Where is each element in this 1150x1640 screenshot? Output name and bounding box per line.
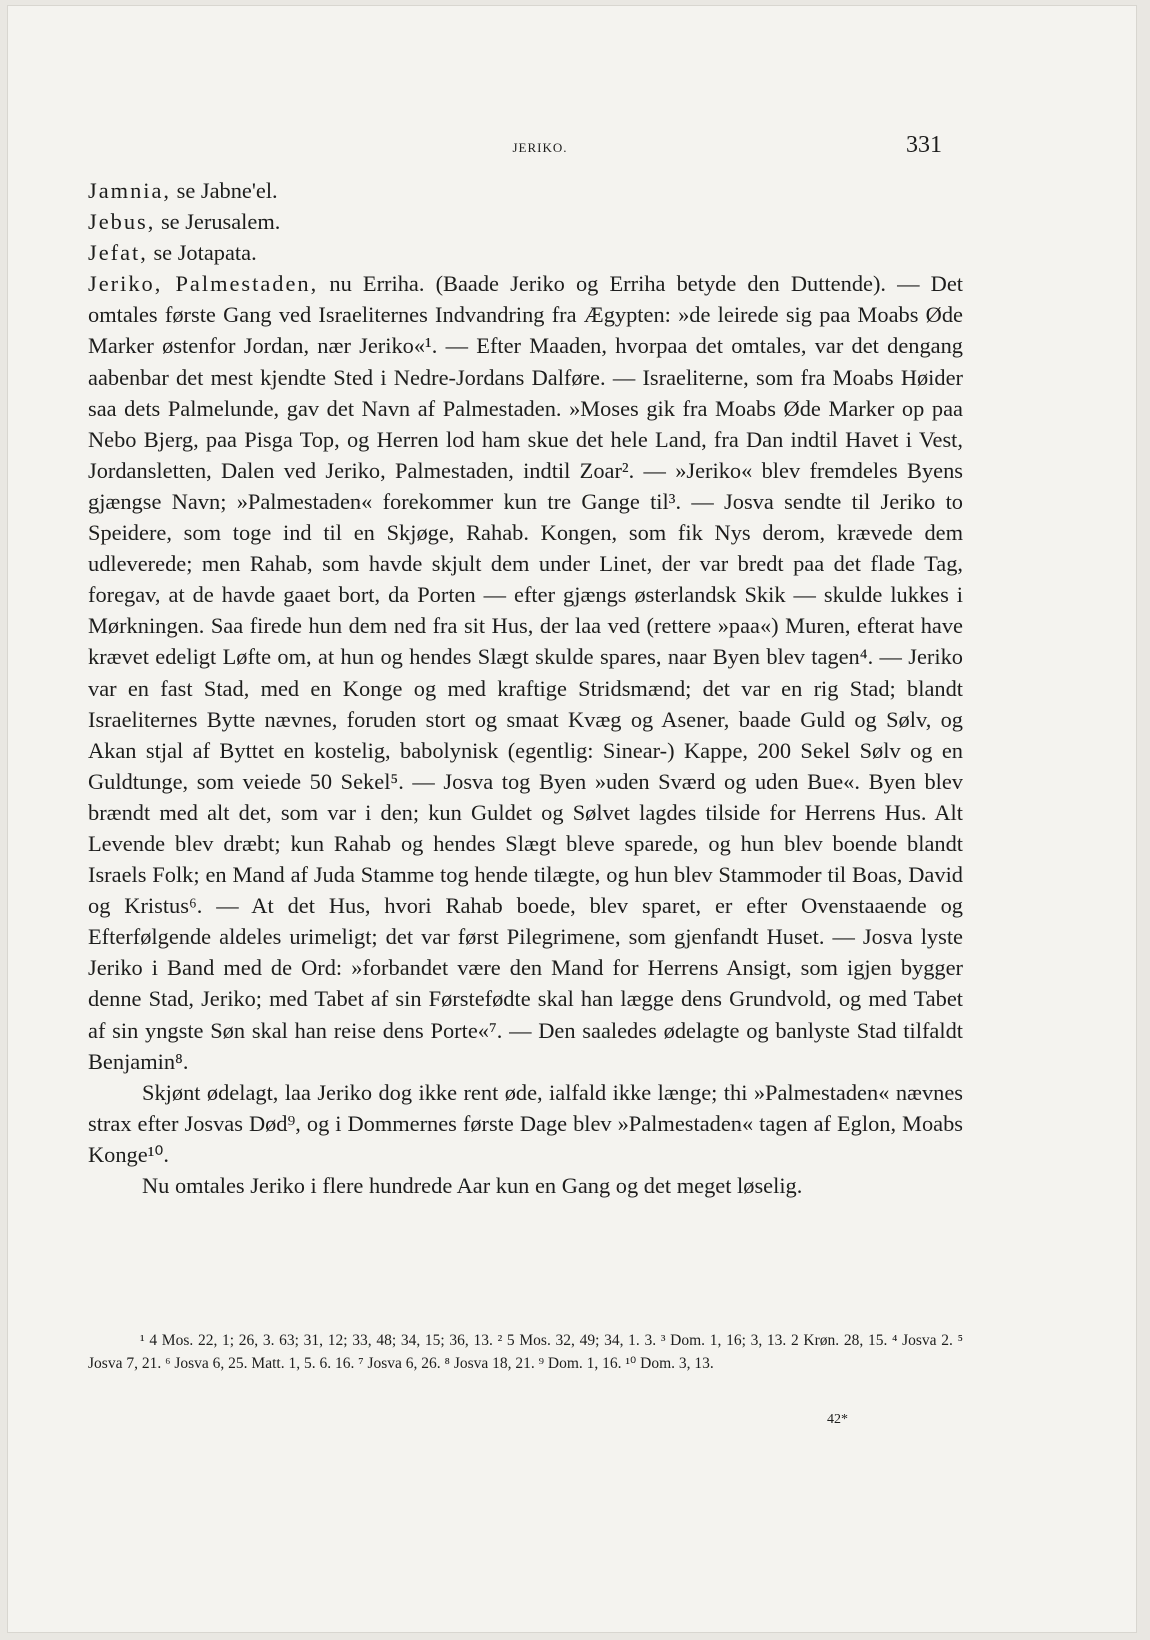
paragraph: Nu omtales Jeriko i flere hundrede Aar kun en Gang og det meget løselig. xyxy=(142,1173,803,1198)
entry-head: Jefat, xyxy=(88,240,148,266)
signature-mark: 42* xyxy=(827,1412,848,1427)
body-text xyxy=(88,175,963,1201)
entry-text: se Jabne'el. xyxy=(171,178,278,203)
entry-text: se Jerusalem. xyxy=(155,209,281,235)
entry-jeriko xyxy=(88,268,963,1076)
entry-head: Jebus, xyxy=(88,209,156,235)
footnotes xyxy=(88,1330,963,1375)
footnote-text: ¹ 4 Mos. 22, 1; 26, 3. 63; 31, 12; 33, 48; 34, 15; 36, 13. ² 5 Mos. 32, 49; 34, 1. 3. ³ Dom. 1, 16; 3, 13. 2 Krøn. 28, 15. ⁴ Josva 2. ⁵ Josva 7, 21. ⁶ Josva 6, 25. Matt. 1, 5. 6. 16. ⁷ Josva 6, 26. ⁸ Josva 18, 21. ⁹ Dom. 1, 16. ¹⁰ Dom. 3, 13. xyxy=(88,1332,963,1372)
entry-head: Jeriko, Palmestaden, xyxy=(88,271,319,297)
page-number: 331 xyxy=(906,132,942,158)
entry-text: nu Erriha. (Baade Jeriko og Erriha betyde den Duttende). — Det omtales første Gang ved Israeliternes Indvandring fra Ægypten: »de leirede sig paa Moabs Øde Marker østenfor Jordan, nær Jeriko«¹. — Efter Maaden, hvorpaa det omtales, var det dengang aabenbar det mest kjendte Sted i Nedre-Jordans Dalføre. — Israeliterne, som fra Moabs Høider saa dets Palmelunde, gav det Navn af Palmestaden. »Moses gik fra Moabs Øde Marker op paa Nebo Bjerg, paa Pisga Top, og Herren lod ham skue det hele Land, fra Dan indtil Havet i Vest, Jordansletten, Dalen ved Jeriko, Palmestaden, indtil Zoar². — »Jeriko« blev fremdeles Byens gjængse Navn; »Palmestaden« forekommer kun tre Gange til³. — Josva sendte til Jeriko to Speidere, som toge ind til en Skjøge, Rahab. Kongen, som fik Nys derom, krævede dem udleverede; men Rahab, som havde skjult dem under Linet, der var bredt paa det flade Tag, foregav, at de havde gaaet bort, da Porten — efter gjængs østerlandsk Skik — skulde lukkes i Mørkningen. Saa firede hun dem ned fra sit Hus, der laa ved (rettere »paa«) Muren, efterat have krævet edeligt Løfte om, at hun og hendes Slægt skulde spares, naar Byen blev tagen⁴. — Jeriko var en fast Stad, med en Konge og med kraftige Stridsmænd; det var en rig Stad; blandt Israeliternes Bytte nævnes, foruden stort og smaat Kvæg og Asener, baade Guld og Sølv, og Akan stjal af Byttet en kostelig, babolynisk (egentlig: Sinear-) Kappe, 200 Sekel Sølv og en Guldtunge, som veiede 50 Sekel⁵. — Josva tog Byen »uden Sværd og uden Bue«. Byen blev brændt med alt det, som var i den; kun Guldet og Sølvet lagdes tilside for Herrens Hus. Alt Levende blev dræbt; kun Rahab og hendes Slægt bleve sparede, og hun blev boende blandt Israels Folk; en Mand af Juda Stamme tog hende tilægte, og hun blev Stammoder til Boas, David og Kristus⁶. — At det Hus, hvori Rahab boede, blev sparet, er efter Ovenstaaende og Efterfølgende aldeles urimeligt; det var først Pilegrimene, som gjenfandt Huset. — Josva lyste Jeriko i Band med de Ord: »forbandet være den Mand for Herrens Ansigt, som igjen bygger denne Stad, Jeriko; med Tabet af sin Førstefødte skal han lægge dens Grundvold, og med Tabet af sin yngste Søn skal han reise dens Porte«⁷. — Den saaledes ødelagte og banlyste Stad tilfaldt Benjamin⁸. xyxy=(88,271,963,1074)
running-title: JERIKO. xyxy=(512,140,568,155)
paragraph: Skjønt ødelagt, laa Jeriko dog ikke rent øde, ialfald ikke længe; thi »Palmestaden« nævnes strax efter Josvas Død⁹, og i Dommernes første Dage blev »Palmestaden« tagen af Eglon, Moabs Konge¹⁰. xyxy=(88,1079,963,1167)
entry-jebus xyxy=(88,206,963,237)
entry-head: Jamnia, xyxy=(88,178,172,203)
entry-text: se Jotapata. xyxy=(147,240,257,266)
entry-jamnia xyxy=(88,175,963,206)
entry-jefat xyxy=(88,237,963,268)
